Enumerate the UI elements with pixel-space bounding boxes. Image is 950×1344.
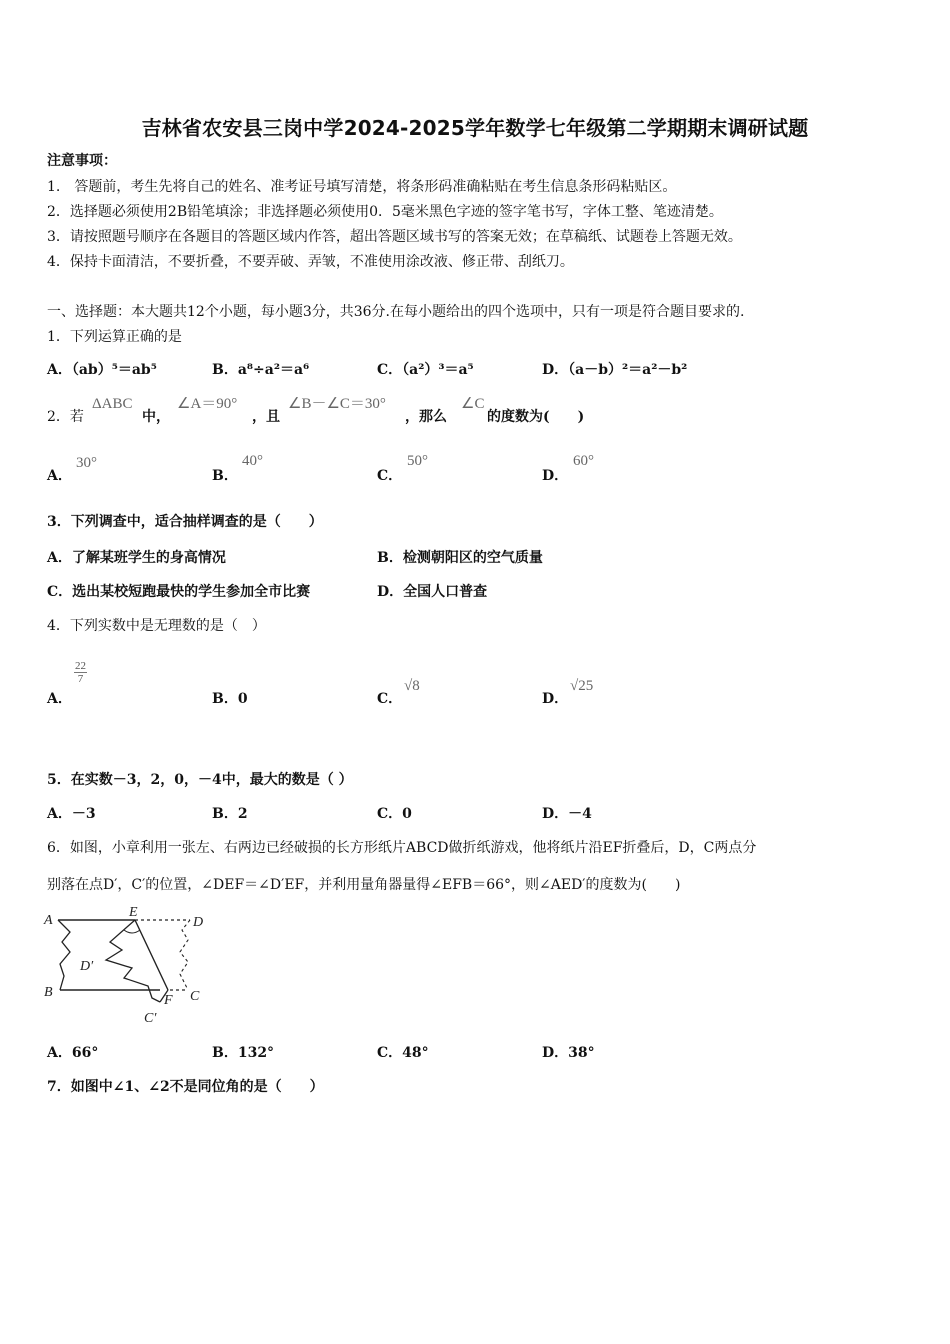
q1-option-d: D．（a－b）²＝a²－b² [542,362,688,378]
q4-fraction-numerator: 22 [75,660,86,672]
q4-fraction-denominator: 7 [77,673,84,685]
q2-then: ，且 [252,409,280,425]
q4-option-b: B．0 [212,691,248,707]
q3-option-c: C．选出某校短跑最快的学生参加全市比赛 [47,584,311,600]
q2-number: 2．若 [47,409,84,425]
q1-stem: 1．下列运算正确的是 [47,329,182,345]
q2-value-d: 60° [573,453,594,469]
q5-option-d: D．－4 [542,806,592,822]
q7-stem: 7．如图中∠1、∠2不是同位角的是（ ） [47,1079,324,1095]
figure-label-d: D [193,915,204,930]
q4-fraction [74,660,87,685]
q2-value-c: 50° [407,453,428,469]
q6-option-b: B．132° [212,1045,275,1061]
q4-sqrt-c: √8 [404,678,420,694]
figure-label-c: C [190,989,200,1004]
q2-value-a: 30° [76,455,97,471]
q6-stem-line1: 6．如图，小章利用一张左、右两边已经破损的长方形纸片ABCD做折纸游戏，他将纸片沿EF折叠后，D，C两点分 [47,840,757,856]
q1-option-c: C．（a²）³＝a⁵ [377,362,474,378]
figure-edge-left-torn [58,920,70,990]
q2-label-a: A． [47,468,72,484]
q5-option-a: A．－3 [47,806,96,822]
figure-angle-arc-e [124,930,140,933]
q2-end: 的度数为( ) [487,409,585,425]
figure-label-d-prime: D′ [80,959,94,974]
q4-stem: 4．下列实数中是无理数的是（ ） [47,618,266,634]
q5-stem: 5．在实数－3，2，0，－4中，最大的数是（ ） [47,772,353,788]
q4-label-c: C． [377,691,403,707]
q2-mid: 中， [142,409,170,425]
q5-option-b: B．2 [212,806,248,822]
figure-label-b: B [44,985,53,1000]
q2-label-d: D． [542,468,569,484]
q3-stem: 3．下列调查中，适合抽样调查的是（ ） [47,514,323,530]
q4-label-d: D． [542,691,569,707]
q2-so: ，那么 [405,409,447,425]
q5-option-c: C．0 [377,806,412,822]
q2-angle-c: ∠C [461,396,485,412]
q1-option-b: B．a⁸÷a²＝a⁶ [212,362,310,378]
note-item-4: 4．保持卡面清洁，不要折叠，不要弄破、弄皱，不准使用涂改液、修正带、刮纸刀。 [47,254,574,270]
figure-label-a: A [44,913,53,928]
note-item-3: 3．请按照题号顺序在各题目的答题区域内作答，超出答题区域书写的答案无效；在草稿纸、试题卷上答题无效。 [47,229,742,245]
figure-label-c-prime: C′ [144,1011,157,1026]
q6-stem-line2: 别落在点D′，C′的位置，∠DEF＝∠D′EF，并利用量角器量得∠EFB＝66°，则∠AED′的度数为( ) [47,877,681,893]
q4-label-a: A． [47,691,72,707]
q6-option-a: A．66° [47,1045,99,1061]
figure-label-f: F [164,993,173,1008]
q2-angle-diff: ∠B－∠C＝30° [288,396,386,412]
q3-option-b: B．检测朝阳区的空气质量 [377,550,543,566]
q2-triangle: ΔABC [92,396,133,412]
q2-label-b: B． [212,468,238,484]
note-item-2: 2．选择题必须使用2B铅笔填涂；非选择题必须使用0．5毫米黑色字迹的签字笔书写，字体工整、笔迹清楚。 [47,204,723,220]
q6-option-c: C．48° [377,1045,429,1061]
q1-option-a: A．（ab）⁵＝ab⁵ [47,362,157,378]
q6-figure [40,902,220,1027]
q6-option-d: D．38° [542,1045,595,1061]
q2-angle-a: ∠A＝90° [177,396,238,412]
q3-option-a: A．了解某班学生的身高情况 [47,550,226,566]
section-heading: 一、选择题：本大题共12个小题，每小题3分，共36分.在每小题给出的四个选项中，只有一项是符合题目要求的. [47,304,745,320]
note-item-1: 1. 答题前，考生先将自己的姓名、准考证号填写清楚，将条形码准确粘贴在考生信息条形码粘贴区。 [47,179,677,195]
page-title: 吉林省农安县三岗中学2024-2025学年数学七年级第二学期期末调研试题 [141,116,809,140]
q2-value-b: 40° [242,453,263,469]
q4-sqrt-d: √25 [570,678,594,694]
notes-heading: 注意事项： [47,153,117,169]
q2-label-c: C． [377,468,403,484]
figure-label-e: E [129,905,138,920]
q3-option-d: D．全国人口普查 [377,584,488,600]
figure-edge-right-torn-dashed [180,920,190,990]
